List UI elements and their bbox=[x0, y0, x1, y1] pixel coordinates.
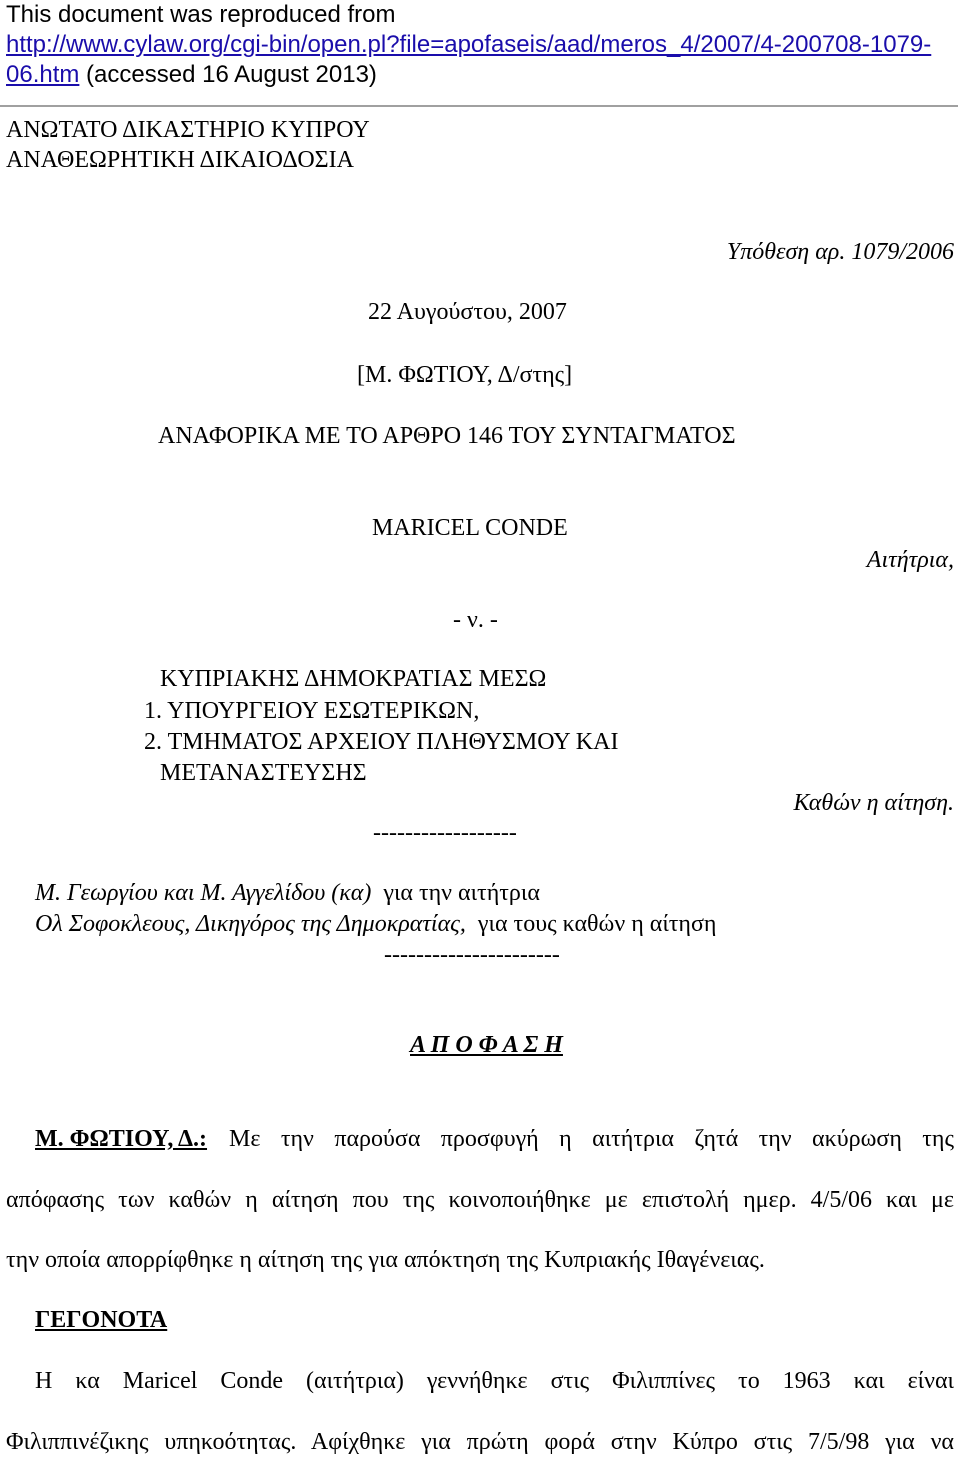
case-number: Υπόθεση αρ. 1079/2006 bbox=[726, 239, 954, 265]
source-url-link-cont[interactable]: 06.htm bbox=[6, 61, 80, 88]
respondent-line4: ΜΕΤΑΝΑΣΤΕΥΣΗΣ bbox=[160, 760, 367, 786]
respondent-line3: 2. ΤΜΗΜΑΤΟΣ ΑΡΧΕΙΟΥ ΠΛΗΘΥΣΜΟΥ ΚΑΙ bbox=[144, 729, 619, 755]
para1-line2: απόφασης των καθών η αίτηση που της κοινοποιήθηκε με επιστολή ημερ. 4/5/06 και με bbox=[6, 1187, 954, 1213]
counsel-respondents bbox=[35, 909, 716, 939]
source-url-link[interactable]: http://www.cylaw.org/cgi-bin/open.pl?file=apofaseis/aad/meros_4/2007/4-200708-1079- bbox=[6, 31, 932, 58]
applicant-name: MARICEL CONDE bbox=[372, 515, 568, 541]
judge-bracket: [Μ. ΦΩΤΙΟΥ, Δ/στης] bbox=[357, 362, 573, 388]
decision-date: 22 Αυγούστου, 2007 bbox=[368, 299, 567, 325]
counsel2-name: Ολ Σοφοκλεους, Δικηγόρος της Δημοκρατίας, bbox=[35, 911, 466, 937]
counsel1-name: Μ. Γεωργίου και Μ. Αγγελίδου (κα) bbox=[35, 880, 372, 906]
divider bbox=[0, 105, 958, 107]
counsel2-for: για τους καθών η αίτηση bbox=[477, 911, 717, 937]
judge-label: Μ. ΦΩΤΙΟΥ, Δ.: bbox=[35, 1126, 208, 1152]
decision-heading: Α Π Ο Φ Α Σ Η bbox=[410, 1032, 563, 1058]
counsel-applicant bbox=[35, 878, 540, 908]
reproduced-text: This document was reproduced from bbox=[6, 1, 396, 28]
respondent-line2: 1. ΥΠΟΥΡΓΕΙΟΥ ΕΣΩΤΕΡΙΚΩΝ, bbox=[144, 698, 480, 724]
para2-line2: Φιλιππινέζικης υπηκοότητας. Αφίχθηκε για πρώτη φορά στην Κύπρο στις 7/5/98 για να bbox=[6, 1429, 954, 1455]
applicant-role: Αιτήτρια, bbox=[866, 547, 954, 573]
para1-line3: την οποία απορρίφθηκε η αίτηση της για απόκτηση της Κυπριακής Ιθαγένειας. bbox=[6, 1247, 765, 1273]
para1-text-1: Με την παρούσα προσφυγή η αιτήτρια ζητά την ακύρωση της bbox=[229, 1126, 954, 1152]
court-name: ΑΝΩΤΑΤΟ ΔΙΚΑΣΤΗΡΙΟ ΚΥΠΡΟΥ bbox=[6, 117, 370, 143]
jurisdiction: ΑΝΑΘΕΩΡΗΤΙΚΗ ΔΙΚΑΙΟΔΟΣΙΑ bbox=[6, 147, 354, 173]
accessed-date: (accessed 16 August 2013) bbox=[79, 61, 377, 88]
facts-heading: ΓΕΓΟΝΟΤΑ bbox=[35, 1307, 168, 1333]
counsel1-for: για την αιτήτρια bbox=[383, 880, 540, 906]
para1-line1 bbox=[35, 1124, 954, 1154]
para2-line1: Η κα Maricel Conde (αιτήτρια) γεννήθηκε στις Φιλιππίνες το 1963 και είναι bbox=[35, 1368, 954, 1394]
article-reference: ΑΝΑΦΟΡΙΚΑ ΜΕ ΤΟ ΑΡΘΡΟ 146 ΤΟΥ ΣΥΝΤΑΓΜΑΤΟΣ bbox=[158, 423, 736, 449]
separator-dashes: ------------------ bbox=[373, 820, 517, 846]
respondent-role: Καθών η αίτηση. bbox=[793, 790, 954, 816]
source-url-line2 bbox=[6, 60, 377, 90]
versus: - ν. - bbox=[453, 607, 498, 633]
respondent-line1: ΚΥΠΡΙΑΚΗΣ ΔΗΜΟΚΡΑΤΙΑΣ ΜΕΣΩ bbox=[160, 666, 547, 692]
separator-dashes-2: ---------------------- bbox=[384, 942, 560, 968]
